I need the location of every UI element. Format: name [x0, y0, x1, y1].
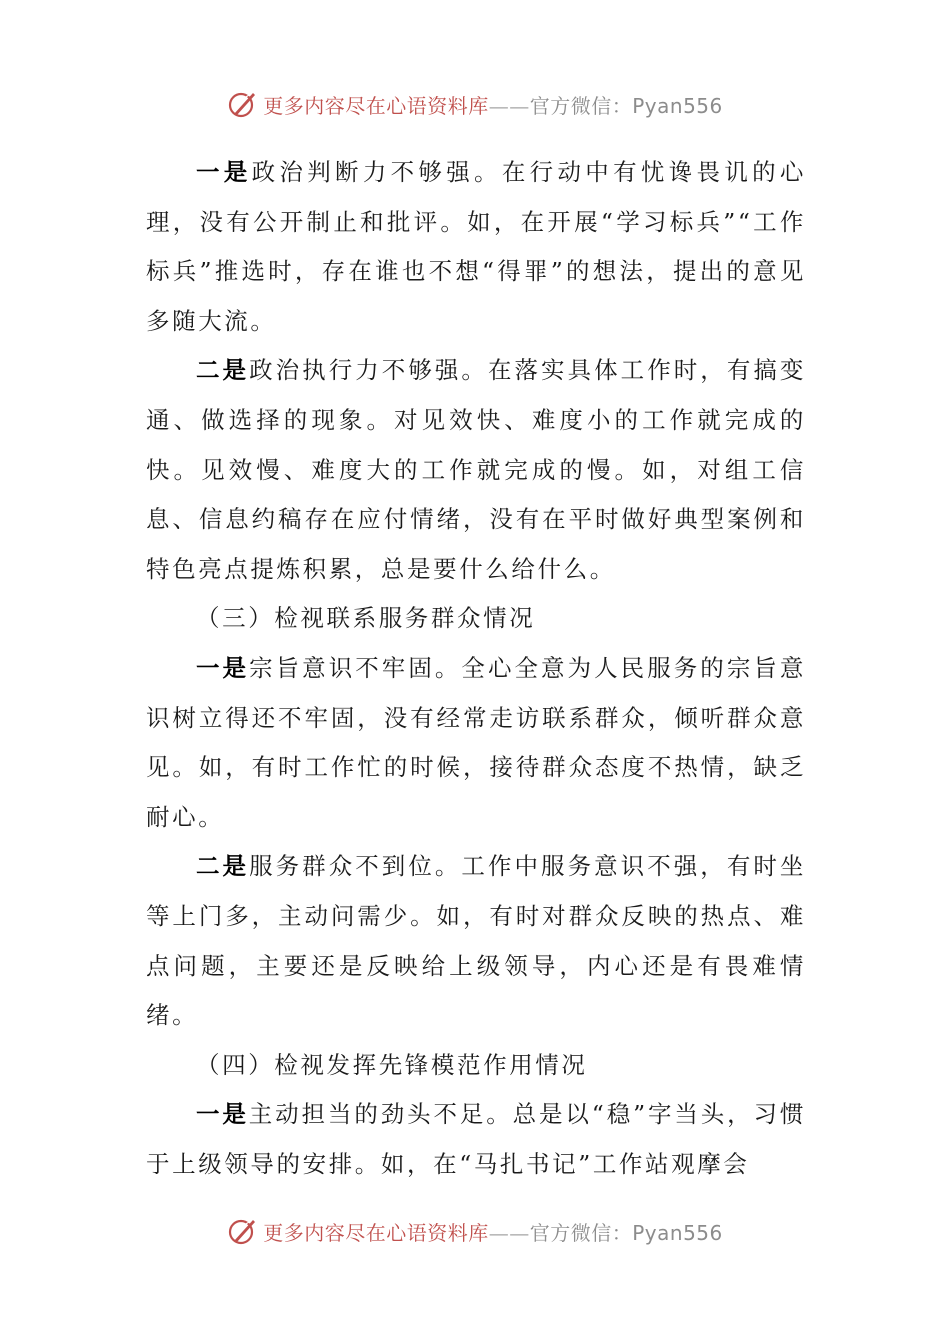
paragraph [146, 1090, 806, 1189]
paragraph [146, 148, 806, 346]
paragraph-text: 服务群众不到位。工作中服务意识不强，有时坐等上门多，主动问需少。如，有时对群众反映的热点、难点问题，主要还是反映给上级领导，内心还是有畏难情绪。 [146, 852, 806, 1030]
paragraph-lead: 一是 [196, 158, 252, 186]
section-heading: （四）检视发挥先锋模范作用情况 [196, 1050, 588, 1079]
paragraph-lead: 一是 [196, 653, 250, 682]
watermark-id: Pyan556 [632, 1220, 723, 1245]
watermark-dash: —— [488, 1220, 530, 1245]
paragraph-lead: 一是 [196, 1100, 249, 1129]
paragraph [146, 644, 806, 842]
watermark-dash: —— [488, 93, 530, 118]
section-heading: （三）检视联系服务群众情况 [196, 604, 536, 633]
watermark-brand: 更多内容尽在心语资料库 [263, 1220, 489, 1245]
paragraph-text: 政治执行力不够强。在落实具体工作时，有搞变通、做选择的现象。对见效快、难度小的工作就完成的快。见效慢、难度大的工作就完成的慢。如，对组工信息、信息约稿存在应付情绪，没有在平时做好典型案例和特色亮点提炼积累，总是要什么给什么。 [146, 356, 806, 583]
footer-watermark [0, 1211, 950, 1251]
quill-logo-icon [227, 88, 259, 120]
paragraph-text: 主动担当的劲头不足。总是以“稳”字当头，习惯于上级领导的安排。如，在“马扎书记”工作站观摩会 [146, 1100, 807, 1178]
paragraph-lead: 二是 [196, 852, 250, 881]
paragraph [146, 346, 806, 594]
quill-logo-icon [227, 1215, 259, 1247]
watermark-label: 官方微信： [529, 93, 633, 118]
watermark-brand: 更多内容尽在心语资料库 [263, 93, 489, 118]
paragraph-text: 政治判断力不够强。在行动中有忧谗畏讥的心理，没有公开制止和批评。如，在开展“学习标兵”“工作标兵”推选时，存在谁也不想“得罪”的想法，提出的意见多随大流。 [146, 158, 806, 335]
header-watermark [0, 84, 950, 124]
paragraph-lead: 二是 [196, 356, 250, 385]
paragraph-text: 宗旨意识不牢固。全心全意为人民服务的宗旨意识树立得还不牢固，没有经常走访联系群众，倾听群众意见。如，有时工作忙的时候，接待群众态度不热情，缺乏耐心。 [146, 653, 806, 831]
watermark-label: 官方微信： [529, 1220, 633, 1245]
document-body [146, 148, 806, 1189]
watermark-id: Pyan556 [632, 93, 723, 118]
paragraph [146, 842, 806, 1040]
